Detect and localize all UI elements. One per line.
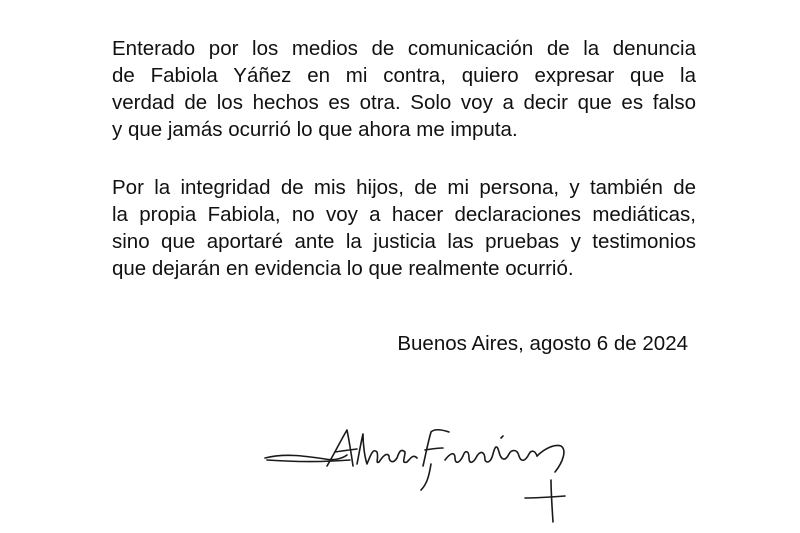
place-and-date: Buenos Aires, agosto 6 de 2024 bbox=[397, 332, 688, 355]
handwritten-signature bbox=[255, 418, 595, 528]
paragraph-2-line-2: la propia Fabiola, no voy a hacer declaraciones mediáticas, bbox=[112, 203, 696, 226]
statement-paragraph-2 bbox=[112, 174, 696, 282]
paragraph-2-line-4: que dejarán en evidencia lo que realmente ocurrió. bbox=[112, 257, 574, 280]
paragraph-1-line-4: y que jamás ocurrió lo que ahora me imputa. bbox=[112, 118, 518, 141]
statement-paragraph-1 bbox=[112, 35, 696, 143]
paragraph-1-line-1: Enterado por los medios de comunicación de la denuncia bbox=[112, 37, 696, 60]
paragraph-2-line-3: sino que aportaré ante la justicia las pruebas y testimonios bbox=[112, 230, 696, 253]
paragraph-1-line-2: de Fabiola Yáñez en mi contra, quiero expresar que la bbox=[112, 64, 696, 87]
paragraph-1-line-3: verdad de los hechos es otra. Solo voy a decir que es falso bbox=[112, 91, 696, 114]
paragraph-2-line-1: Por la integridad de mis hijos, de mi persona, y también de bbox=[112, 176, 696, 199]
